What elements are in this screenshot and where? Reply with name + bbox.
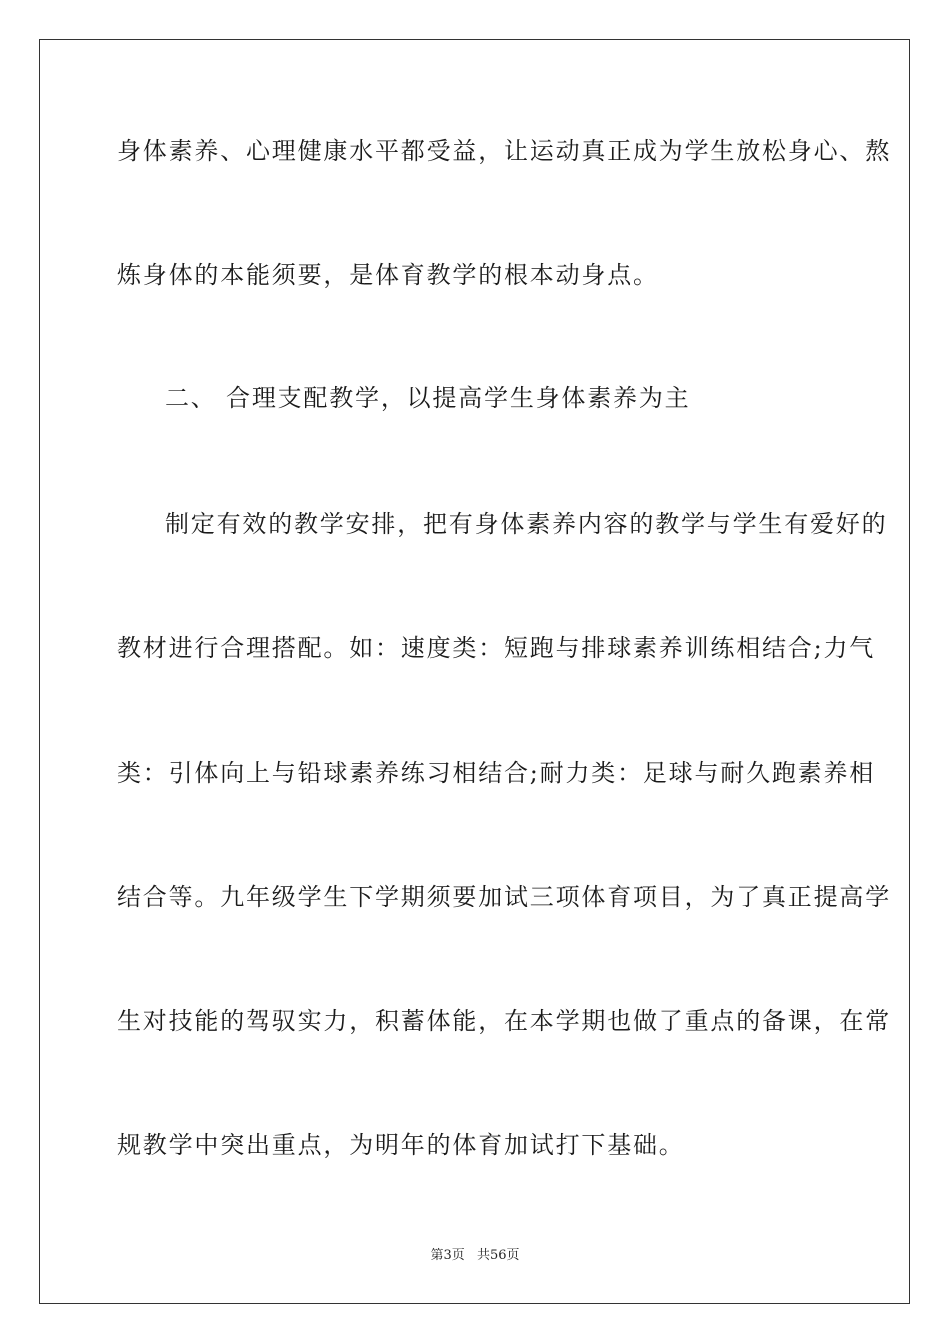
- paragraph-line-1: 身体素养、心理健康水平都受益，让运动真正成为学生放松身心、熬: [117, 137, 891, 165]
- paragraph-line-6: 结合等。九年级学生下学期须要加试三项体育项目，为了真正提高学: [117, 883, 891, 911]
- paragraph-line-7: 生对技能的驾驭实力，积蓄体能，在本学期也做了重点的备课，在常: [117, 1007, 891, 1035]
- paragraph-line-3: 制定有效的教学安排，把有身体素养内容的教学与学生有爱好的: [165, 510, 888, 538]
- paragraph-line-4: 教材进行合理搭配。如：速度类：短跑与排球素养训练相结合;力气: [117, 634, 876, 662]
- page-number: 第3页: [430, 1248, 465, 1263]
- page-footer: [0, 1247, 950, 1265]
- page-total: 共56页: [476, 1248, 520, 1263]
- paragraph-line-5: 类：引体向上与铅球素养练习相结合;耐力类：足球与耐久跑素养相: [117, 759, 876, 787]
- paragraph-line-8: 规教学中突出重点，为明年的体育加试打下基础。: [117, 1131, 685, 1159]
- paragraph-line-2: 炼身体的本能须要，是体育教学的根本动身点。: [117, 261, 659, 289]
- page-border: [39, 39, 910, 1304]
- section-heading: 二、 合理支配教学，以提高学生身体素养为主: [165, 384, 691, 412]
